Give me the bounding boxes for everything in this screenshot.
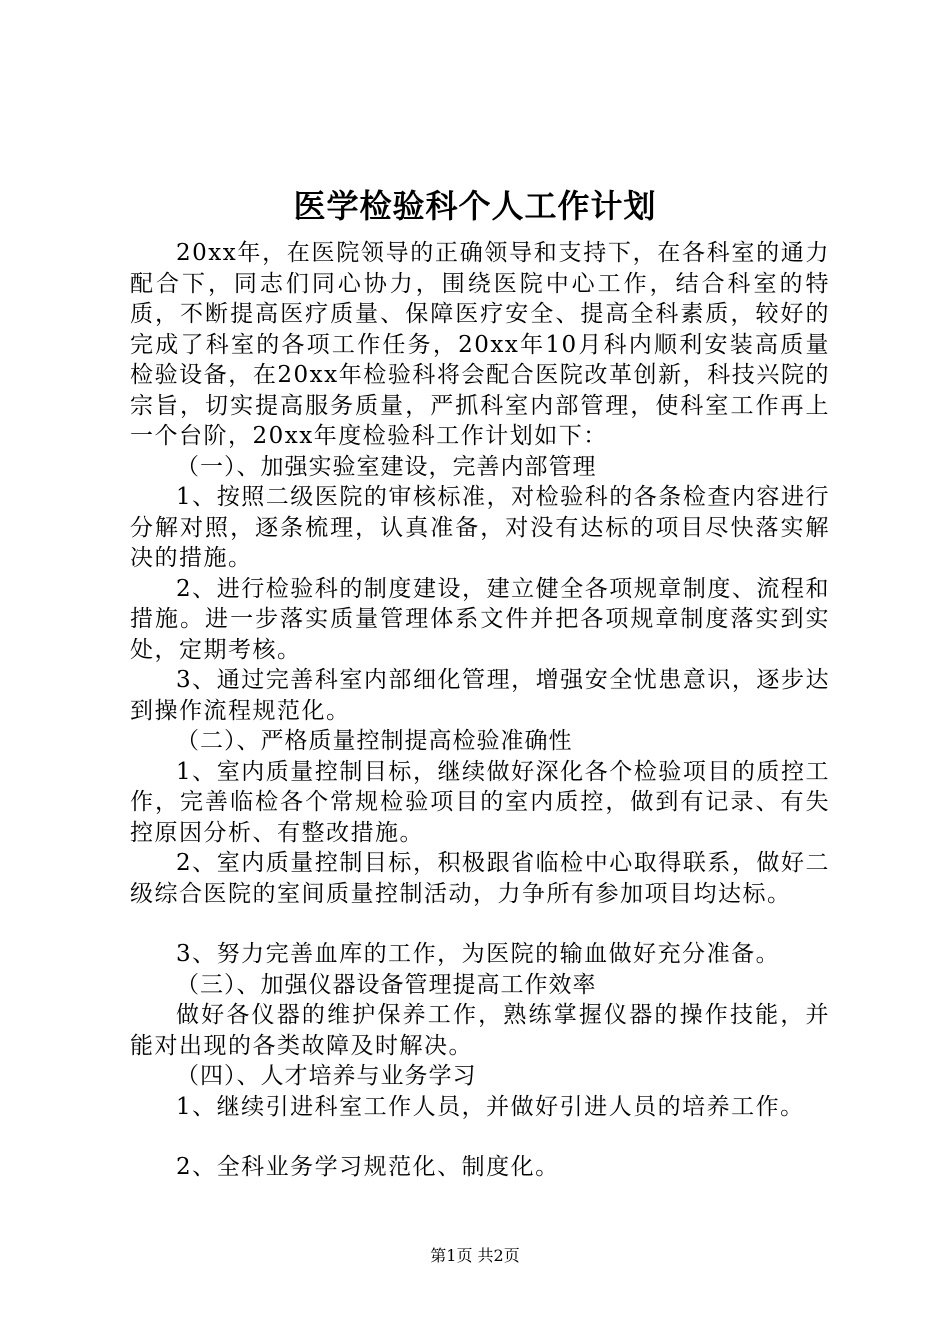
section-heading-2: （二）、严格质量控制提高检验准确性 [176, 728, 573, 754]
page-footer: 第1页 共2页 [430, 1246, 520, 1265]
section-heading-3: （三）、加强仪器设备管理提高工作效率 [176, 971, 597, 998]
section-1-item-3: 3、通过完善科室内部细化管理，增强安全忧患意识，逐步达到操作流程规范化。 [130, 667, 830, 724]
section-heading-1: （一）、加强实验室建设，完善内部管理 [176, 453, 597, 480]
section-2-item-1: 1、室内质量控制目标，继续做好深化各个检验项目的质控工作，完善临检各个常规检验项目的室内质控，做到有记录、有失控原因分析、有整改措施。 [130, 758, 830, 846]
section-1-item-1: 1、按照二级医院的审核标准，对检验科的各条检查内容进行分解对照，逐条梳理，认真准备，对没有达标的项目尽快落实解决的措施。 [130, 484, 830, 571]
document-body [130, 238, 830, 1183]
section-3-paragraph: 做好各仪器的维护保养工作，熟练掌握仪器的操作技能，并能对出现的各类故障及时解决。 [130, 1002, 830, 1059]
section-2-item-2: 2、室内质量控制目标，积极跟省临检中心取得联系，做好二级综合医院的室间质量控制活动，力争所有参加项目均达标。 [130, 850, 830, 907]
section-1-item-2: 2、进行检验科的制度建设，建立健全各项规章制度、流程和措施。进一步落实质量管理体系文件并把各项规章制度落实到实处，定期考核。 [130, 575, 830, 663]
section-2-item-3: 3、努力完善血库的工作，为医院的输血做好充分准备。 [176, 941, 781, 967]
section-4-item-2: 2、全科业务学习规范化、制度化。 [176, 1154, 560, 1180]
document-title: 医学检验科个人工作计划 [293, 187, 657, 225]
intro-paragraph: 20xx年，在医院领导的正确领导和支持下，在各科室的通力配合下，同志们同心协力，围绕医院中心工作，结合科室的特质，不断提高医疗质量、保障医疗安全、提高全科素质，较好的完成了科室的各项工作任务，20xx年10月科内顺利安装高质量检验设备，在20xx年检验科将会配合医院改革创新，科技兴院的宗旨，切实提高服务质量，严抓科室内部管理，使科室工作再上一个台阶，20xx年度检验科工作计划如下： [130, 240, 830, 449]
section-heading-4: （四）、人才培养与业务学习 [176, 1063, 477, 1089]
section-4-item-1: 1、继续引进科室工作人员，并做好引进人员的培养工作。 [176, 1093, 805, 1120]
